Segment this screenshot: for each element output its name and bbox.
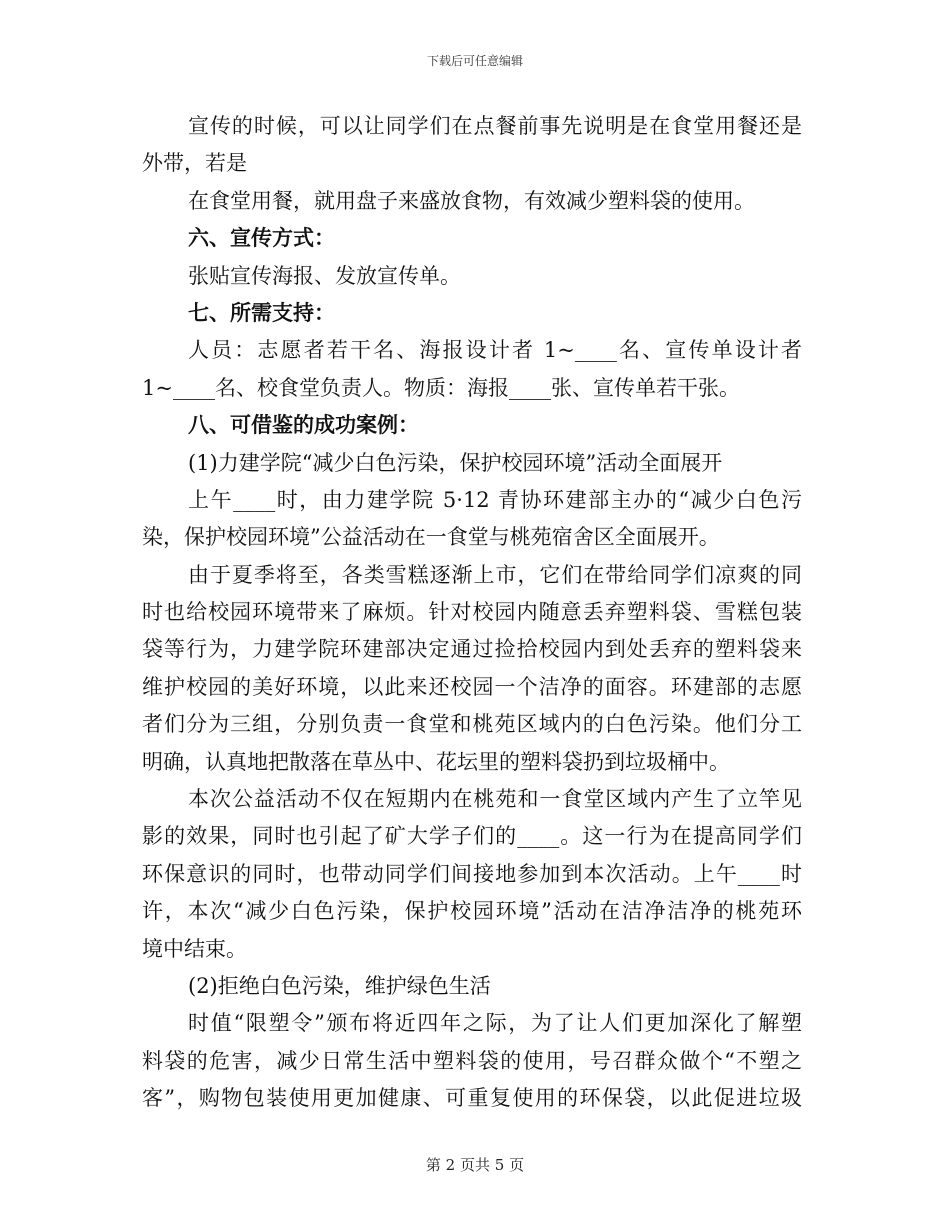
text-line: 1~____名、校食堂负责人。物质：海报____张、宣传单若干张。 bbox=[142, 375, 740, 400]
section-heading: 八、可借鉴的成功案例： bbox=[188, 413, 419, 438]
text-line: 明确，认真地把散落在草丛中、花坛里的塑料袋扔到垃圾桶中。 bbox=[142, 749, 730, 774]
text-line: 上午____时，由力建学院 5·12 青协环建部主办的“减少白色污 bbox=[188, 487, 802, 512]
text-line: 人员：志愿者若干名、海报设计者 1~____名、宣传单设计者 bbox=[188, 338, 802, 363]
text-line: 时也给校园环境带来了麻烦。针对校园内随意丢弃塑料袋、雪糕包装 bbox=[142, 600, 802, 625]
text-line: 外带，若是 bbox=[142, 151, 247, 176]
text-line: 境中结束。 bbox=[142, 936, 247, 961]
text-line: 张贴宣传海报、发放宣传单。 bbox=[188, 263, 461, 288]
page-header: 下载后可任意编辑 bbox=[426, 54, 523, 68]
text-line: 染，保护校园环境”公益活动在一食堂与桃苑宿舍区全面展开。 bbox=[142, 525, 720, 550]
text-line: 料袋的危害，减少日常生活中塑料袋的使用，号召群众做个“不塑之 bbox=[142, 1048, 802, 1073]
text-line: 袋等行为，力建学院环建部决定通过捡拾校园内到处丢弃的塑料袋来 bbox=[142, 637, 802, 662]
text-line: 许，本次“减少白色污染，保护校园环境”活动在洁净洁净的桃苑环 bbox=[142, 899, 802, 924]
text-line: 在食堂用餐，就用盘子来盛放食物，有效减少塑料袋的使用。 bbox=[188, 188, 755, 213]
text-line: (2)拒绝白色污染，维护绿色生活 bbox=[188, 973, 491, 998]
section-heading: 七、所需支持： bbox=[188, 300, 335, 325]
text-line: 由于夏季将至，各类雪糕逐渐上市，它们在带给同学们凉爽的同 bbox=[188, 562, 802, 587]
text-line: (1)力建学院“减少白色污染，保护校园环境”活动全面展开 bbox=[188, 450, 723, 475]
text-line: 影的效果，同时也引起了矿大学子们的____。这一行为在提高同学们 bbox=[142, 824, 802, 849]
text-line: 时值“限塑令”颁布将近四年之际，为了让人们更加深化了解塑 bbox=[188, 1011, 802, 1036]
text-line: 本次公益活动不仅在短期内在桃苑和一食堂区域内产生了立竿见 bbox=[188, 787, 802, 812]
section-heading: 六、宣传方式： bbox=[188, 226, 335, 251]
page-footer: 第 2 页共 5 页 bbox=[425, 1156, 525, 1174]
document-body bbox=[142, 108, 802, 1118]
text-line: 维护校园的美好环境，以此来还校园一个洁净的面容。环建部的志愿 bbox=[142, 674, 802, 699]
text-line: 客”，购物包装使用更加健康、可重复使用的环保袋，以此促进垃圾 bbox=[142, 1086, 802, 1111]
text-line: 环保意识的同时，也带动同学们间接地参加到本次活动。上午____时 bbox=[142, 861, 802, 886]
text-line: 者们分为三组，分别负责一食堂和桃苑区域内的白色污染。他们分工 bbox=[142, 712, 802, 737]
text-line: 宣传的时候，可以让同学们在点餐前事先说明是在食堂用餐还是 bbox=[188, 114, 802, 138]
